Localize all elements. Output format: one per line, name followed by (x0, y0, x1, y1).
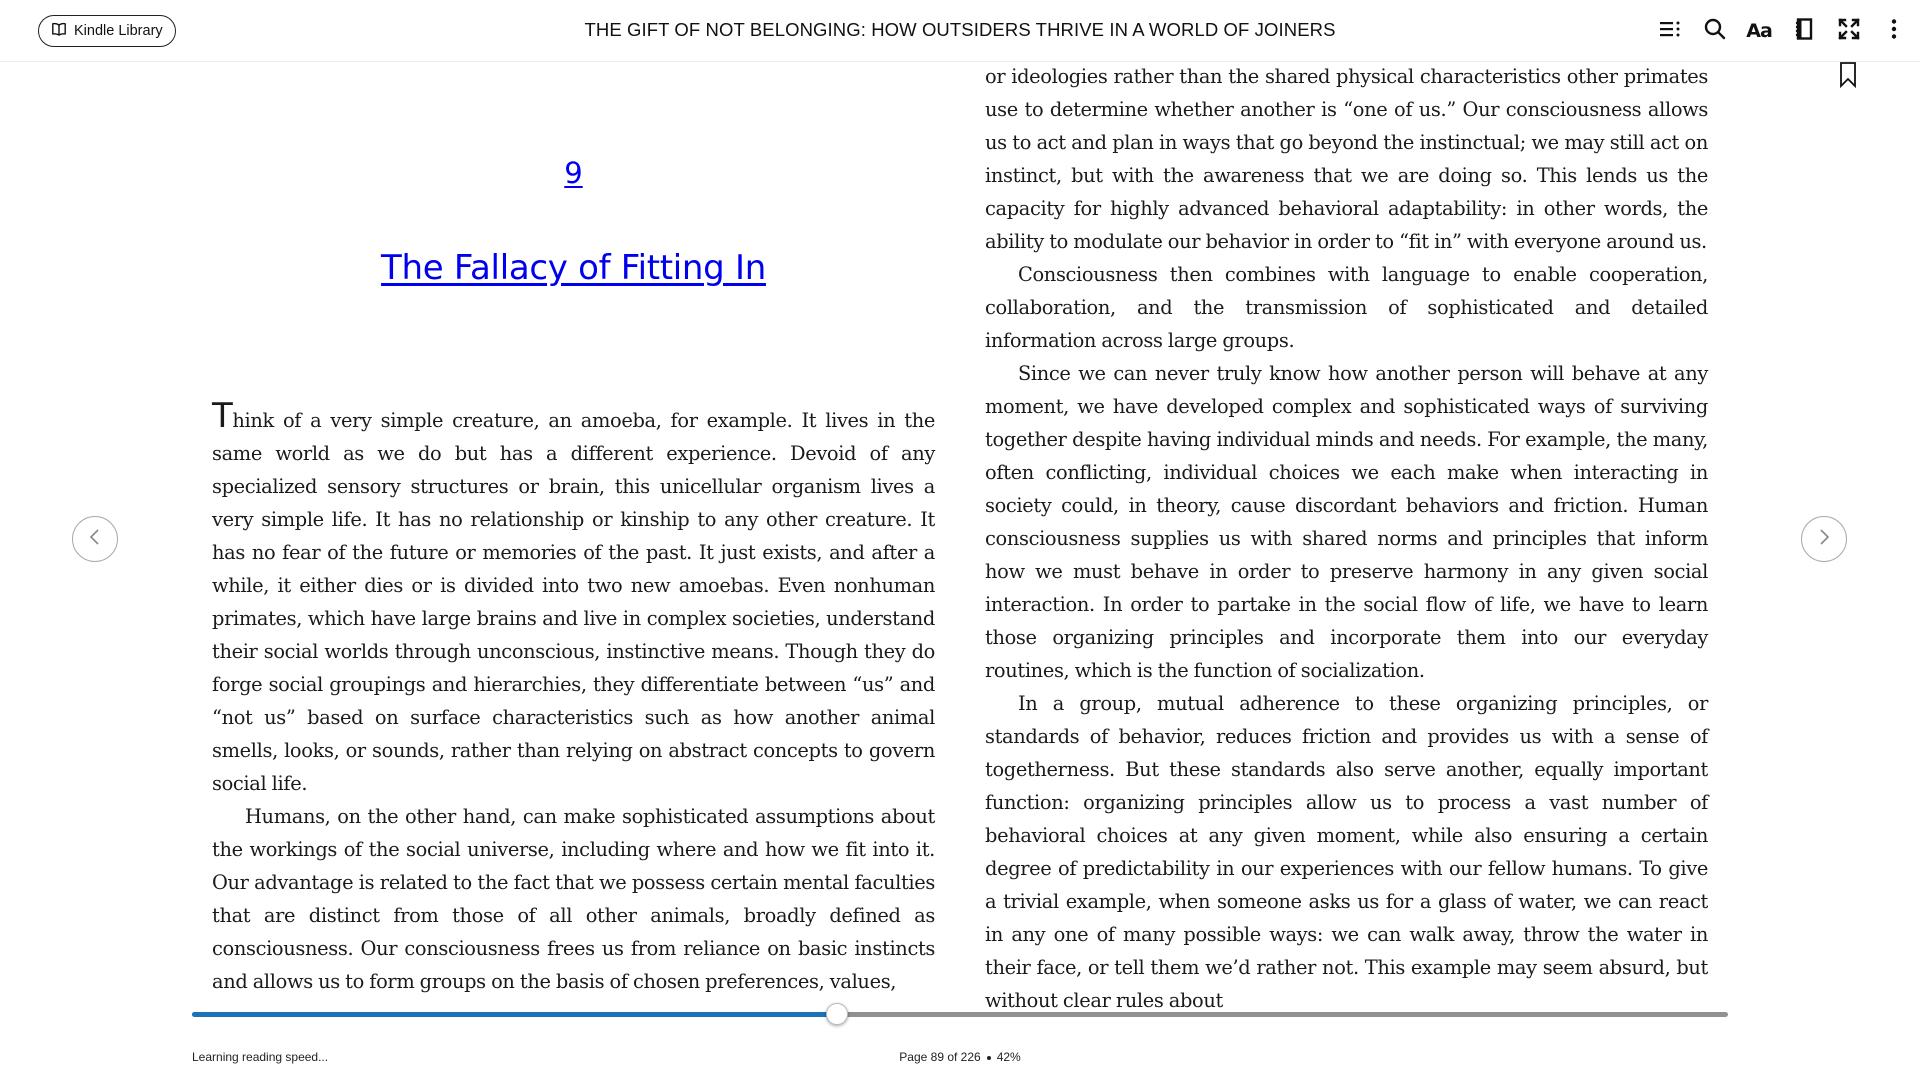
page-info: Page 89 of 226 (899, 1050, 981, 1064)
notebook-icon (1792, 17, 1816, 46)
progress-fill (192, 1012, 837, 1017)
font-settings-button[interactable] (1746, 18, 1772, 44)
previous-page-button[interactable] (72, 516, 118, 562)
kindle-library-button[interactable] (38, 15, 176, 47)
reading-speed-status: Learning reading speed... (192, 1050, 329, 1064)
fullscreen-button[interactable] (1836, 18, 1862, 44)
percent-read: 42% (996, 1050, 1021, 1064)
paragraph: Consciousness then combines with language to enable cooperation, collaboration, and the transmission of sophisticated and detailed information across large groups. (985, 263, 1708, 352)
right-page-text (985, 60, 1708, 1017)
table-of-contents-button[interactable] (1657, 18, 1683, 44)
more-options-icon (1882, 17, 1906, 46)
book-open-icon (51, 21, 67, 41)
paragraph: Think of a very simple creature, an amoeba, for example. It lives in the same world as we do but has a different experience. Devoid of any specialized sensory structures or brain, this unicellular organism lives a very simple life. It has no relationship or kinship to any other creature. It has no fear of the future or memories of the past. It just exists, and after a while, it either dies or is divided into two new amoebas. Even nonhuman primates, which have large brains and live in complex societies, understand their social worlds through unconscious, instinctive means. Though they do forge social groupings and hierarchies, they differentiate between “us” and “not us” based on surface characteristics such as how another animal smells, looks, or sounds, rather than relying on abstract concepts to govern social life. (212, 396, 935, 795)
book-title: THE GIFT OF NOT BELONGING: HOW OUTSIDERS THRIVE IN A WORLD OF JOINERS (584, 19, 1336, 40)
top-bar (0, 0, 1920, 62)
drop-cap: T (212, 396, 233, 436)
chapter-title-link[interactable]: The Fallacy of Fitting In (381, 248, 766, 288)
progress-knob[interactable] (826, 1003, 848, 1025)
more-options-button[interactable] (1881, 18, 1907, 44)
left-page-text (212, 396, 935, 998)
bookmark-button[interactable] (1839, 62, 1857, 88)
next-page-button[interactable] (1801, 516, 1847, 562)
page-location (0, 1050, 1920, 1064)
reading-progress-slider[interactable] (192, 1012, 1728, 1018)
paragraph: Humans, on the other hand, can make sophisticated assumptions about the workings of the social universe, including where and how we fit into it. Our advantage is related to the fact that we possess certain mental faculties that are distinct from those of all other animals, broadly defined as consciousness. Our consciousness frees us from reliance on basic instincts and allows us to form groups on the basis of chosen preferences, values, (212, 805, 935, 993)
paragraph: In a group, mutual adherence to these organizing principles, or standards of behavior, reduces friction and provides us with a sense of togetherness. But these standards also serve another, equally important function: organizing principles allow us to process a vast number of behavioral choices at any given moment, while also ensuring a certain degree of predictability in our experiences with our fellow humans. To give a trivial example, when someone asks us for a glass of water, we can react in any one of many possible ways: we can walk away, throw the water in their face, or tell them we’d rather not. This example may seem absurd, but without clear rules about (985, 692, 1708, 1012)
search-icon (1703, 17, 1727, 46)
notebook-button[interactable] (1791, 18, 1817, 44)
font-settings-icon: Aa (1746, 20, 1772, 42)
fullscreen-icon (1837, 17, 1861, 46)
separator-dot (987, 1056, 991, 1060)
bookmark-icon (1839, 75, 1857, 92)
table-of-contents-icon (1658, 17, 1682, 46)
paragraph: Since we can never truly know how another person will behave at any moment, we have developed complex and sophisticated ways of surviving together despite having individual minds and needs. For example, the many, often conflicting, individual choices we each make when interacting in society could, in theory, cause discordant behaviors and friction. Human consciousness supplies us with shared norms and principles that inform how we must behave in order to preserve harmony in any given social interaction. In order to partake in the social flow of life, we have to learn those organizing principles and incorporate them into our everyday routines, which is the function of socialization. (985, 362, 1708, 682)
chapter-number-link[interactable]: 9 (564, 156, 583, 190)
chevron-right-icon (1815, 528, 1833, 551)
chevron-left-icon (86, 528, 104, 551)
paragraph: or ideologies rather than the shared physical characteristics other primates use to determine whether another is “one of us.” Our consciousness allows us to act and plan in ways that go beyond the instinctual; we may still act on instinct, but with the awareness that we are doing so. This lends us the capacity for highly advanced behavioral adaptability: in other words, the ability to modulate our behavior in order to “fit in” with everyone around us. (985, 65, 1708, 253)
kindle-library-label: Kindle Library (74, 23, 163, 39)
search-button[interactable] (1702, 18, 1728, 44)
